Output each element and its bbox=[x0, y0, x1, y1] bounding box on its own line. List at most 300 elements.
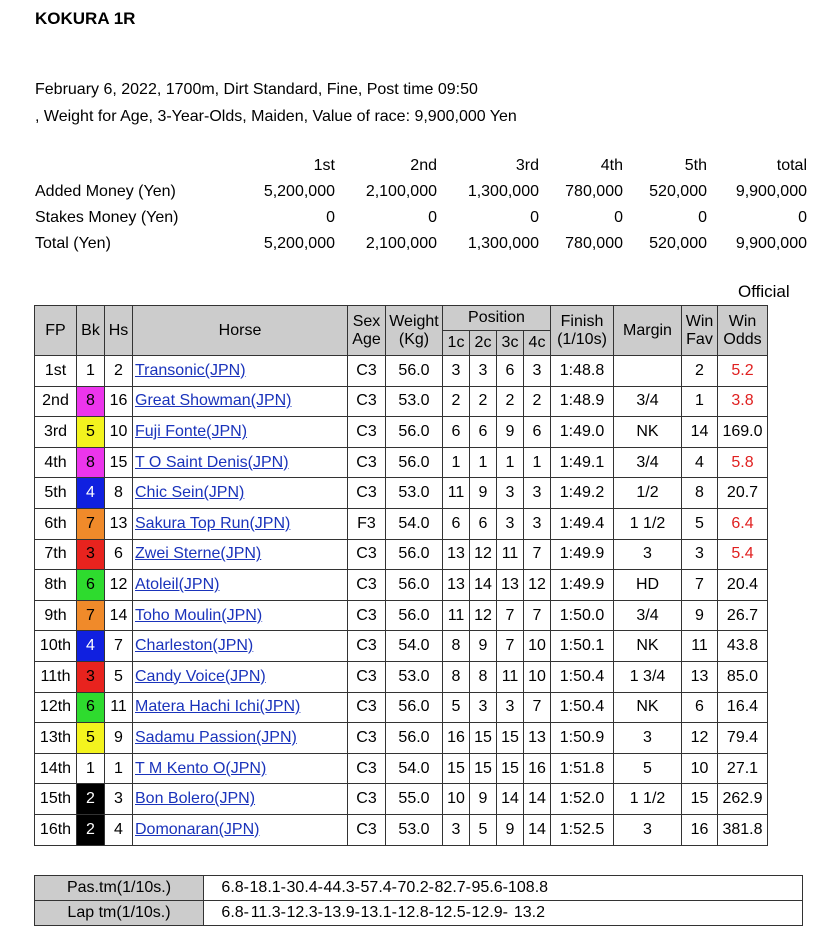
margin: 1 3/4 bbox=[614, 661, 682, 692]
sex-age: C3 bbox=[348, 631, 386, 662]
corner-position-c1: 3 bbox=[443, 356, 470, 387]
corner-position-c3: 14 bbox=[497, 784, 524, 815]
margin: HD bbox=[614, 570, 682, 601]
table-row bbox=[35, 447, 768, 478]
money-value: 0 bbox=[326, 209, 335, 226]
corner-position-c4: 10 bbox=[524, 661, 551, 692]
corner-position-c2: 5 bbox=[470, 814, 497, 845]
lap-time-value: 12.8- bbox=[397, 904, 434, 921]
finish-time: 1:49.9 bbox=[551, 539, 614, 570]
pas-time-value: 18.1- bbox=[249, 879, 286, 896]
horse-link[interactable]: Transonic(JPN) bbox=[135, 361, 246, 379]
margin: 3 bbox=[614, 814, 682, 845]
table-row bbox=[35, 570, 768, 601]
finish-time: 1:49.0 bbox=[551, 417, 614, 448]
bracket-number: 4 bbox=[77, 478, 105, 509]
win-odds: 20.4 bbox=[718, 570, 768, 601]
horse-cell bbox=[133, 631, 348, 662]
header-4c: 4c bbox=[524, 331, 551, 356]
horse-link[interactable]: Sadamu Passion(JPN) bbox=[135, 728, 297, 746]
win-favorite: 7 bbox=[682, 570, 718, 601]
corner-position-c4: 14 bbox=[524, 814, 551, 845]
table-row bbox=[35, 723, 768, 754]
horse-cell bbox=[133, 539, 348, 570]
table-row bbox=[35, 784, 768, 815]
corner-position-c3: 15 bbox=[497, 723, 524, 754]
sex-age: F3 bbox=[348, 508, 386, 539]
money-row-label: Total (Yen) bbox=[35, 235, 111, 252]
corner-position-c1: 16 bbox=[443, 723, 470, 754]
corner-position-c2: 3 bbox=[470, 692, 497, 723]
win-odds: 262.9 bbox=[718, 784, 768, 815]
horse-number: 8 bbox=[105, 478, 133, 509]
win-odds: 6.4 bbox=[718, 508, 768, 539]
finish-time: 1:52.0 bbox=[551, 784, 614, 815]
money-header-cell: 5th bbox=[684, 157, 707, 174]
win-favorite: 1 bbox=[682, 386, 718, 417]
win-favorite: 13 bbox=[682, 661, 718, 692]
lap-time-values bbox=[204, 901, 803, 926]
horse-cell bbox=[133, 600, 348, 631]
table-row bbox=[35, 386, 768, 417]
table-row bbox=[35, 478, 768, 509]
money-value: 520,000 bbox=[649, 235, 707, 252]
money-value: 0 bbox=[614, 209, 623, 226]
corner-position-c3: 9 bbox=[497, 814, 524, 845]
time-table bbox=[34, 875, 803, 926]
finish-time: 1:49.1 bbox=[551, 447, 614, 478]
corner-position-c1: 5 bbox=[443, 692, 470, 723]
weight: 54.0 bbox=[386, 631, 443, 662]
win-odds: 79.4 bbox=[718, 723, 768, 754]
corner-position-c3: 9 bbox=[497, 417, 524, 448]
bracket-number: 2 bbox=[77, 814, 105, 845]
finish-time: 1:48.8 bbox=[551, 356, 614, 387]
table-row bbox=[35, 661, 768, 692]
win-favorite: 4 bbox=[682, 447, 718, 478]
win-odds: 85.0 bbox=[718, 661, 768, 692]
sex-age: C3 bbox=[348, 723, 386, 754]
table-row bbox=[35, 356, 768, 387]
bracket-number: 8 bbox=[77, 386, 105, 417]
race-info-line-1: February 6, 2022, 1700m, Dirt Standard, Fine, Post time 09:50 bbox=[35, 81, 478, 98]
money-value: 0 bbox=[530, 209, 539, 226]
win-favorite: 14 bbox=[682, 417, 718, 448]
header-3c: 3c bbox=[497, 331, 524, 356]
lap-time-value: 12.9- bbox=[471, 904, 508, 921]
corner-position-c1: 6 bbox=[443, 508, 470, 539]
bracket-number: 5 bbox=[77, 723, 105, 754]
win-favorite: 2 bbox=[682, 356, 718, 387]
margin: 3/4 bbox=[614, 600, 682, 631]
corner-position-c1: 8 bbox=[443, 631, 470, 662]
finish-position: 9th bbox=[35, 600, 77, 631]
win-odds: 26.7 bbox=[718, 600, 768, 631]
corner-position-c2: 14 bbox=[470, 570, 497, 601]
bracket-number: 1 bbox=[77, 753, 105, 784]
margin: 1 1/2 bbox=[614, 508, 682, 539]
win-odds: 5.2 bbox=[718, 356, 768, 387]
horse-link[interactable]: Toho Moulin(JPN) bbox=[135, 606, 263, 624]
corner-position-c2: 1 bbox=[470, 447, 497, 478]
horse-link[interactable]: Bon Bolero(JPN) bbox=[135, 790, 256, 808]
corner-position-c2: 15 bbox=[470, 723, 497, 754]
horse-link[interactable]: Charleston(JPN) bbox=[135, 637, 254, 655]
bracket-number: 5 bbox=[77, 417, 105, 448]
sex-age: C3 bbox=[348, 570, 386, 601]
win-odds: 169.0 bbox=[718, 417, 768, 448]
sex-age: C3 bbox=[348, 539, 386, 570]
horse-cell bbox=[133, 814, 348, 845]
horse-link[interactable]: Fuji Fonte(JPN) bbox=[135, 422, 248, 440]
finish-time: 1:49.9 bbox=[551, 570, 614, 601]
finish-position: 1st bbox=[35, 356, 77, 387]
finish-time: 1:50.9 bbox=[551, 723, 614, 754]
money-row bbox=[30, 231, 812, 257]
horse-cell bbox=[133, 447, 348, 478]
weight: 54.0 bbox=[386, 508, 443, 539]
finish-time: 1:49.4 bbox=[551, 508, 614, 539]
horse-number: 14 bbox=[105, 600, 133, 631]
corner-position-c2: 3 bbox=[470, 356, 497, 387]
money-header-cell: 2nd bbox=[410, 157, 437, 174]
horse-cell bbox=[133, 570, 348, 601]
corner-position-c1: 8 bbox=[443, 661, 470, 692]
corner-position-c4: 2 bbox=[524, 386, 551, 417]
horse-cell bbox=[133, 386, 348, 417]
official-label: Official bbox=[738, 282, 790, 301]
money-value: 9,900,000 bbox=[735, 183, 807, 200]
header-bk: Bk bbox=[77, 306, 105, 356]
finish-time: 1:50.4 bbox=[551, 692, 614, 723]
table-row bbox=[35, 692, 768, 723]
header-win-odds: Win Odds bbox=[718, 306, 768, 356]
horse-number: 1 bbox=[105, 753, 133, 784]
margin bbox=[614, 356, 682, 387]
horse-number: 9 bbox=[105, 723, 133, 754]
weight: 56.0 bbox=[386, 570, 443, 601]
corner-position-c4: 10 bbox=[524, 631, 551, 662]
weight: 56.0 bbox=[386, 692, 443, 723]
horse-number: 11 bbox=[105, 692, 133, 723]
corner-position-c2: 6 bbox=[470, 417, 497, 448]
corner-position-c3: 11 bbox=[497, 539, 524, 570]
horse-link[interactable]: Sakura Top Run(JPN) bbox=[135, 514, 291, 532]
margin: 5 bbox=[614, 753, 682, 784]
corner-position-c1: 1 bbox=[443, 447, 470, 478]
horse-number: 13 bbox=[105, 508, 133, 539]
corner-position-c1: 6 bbox=[443, 417, 470, 448]
corner-position-c3: 3 bbox=[497, 692, 524, 723]
finish-position: 16th bbox=[35, 814, 77, 845]
money-value: 0 bbox=[428, 209, 437, 226]
horse-number: 15 bbox=[105, 447, 133, 478]
win-odds: 5.8 bbox=[718, 447, 768, 478]
pas-time-value: 70.2- bbox=[397, 879, 434, 896]
finish-position: 7th bbox=[35, 539, 77, 570]
pas-time-label: Pas.tm(1/10s.) bbox=[35, 876, 204, 901]
race-title: KOKURA 1R bbox=[35, 9, 136, 28]
sex-age: C3 bbox=[348, 661, 386, 692]
corner-position-c2: 2 bbox=[470, 386, 497, 417]
weight: 56.0 bbox=[386, 600, 443, 631]
money-header-cell: total bbox=[776, 157, 807, 174]
win-odds: 20.7 bbox=[718, 478, 768, 509]
horse-link[interactable]: Domonaran(JPN) bbox=[135, 820, 260, 838]
pas-time-values bbox=[204, 876, 803, 901]
money-value: 9,900,000 bbox=[735, 235, 807, 252]
sex-age: C3 bbox=[348, 753, 386, 784]
corner-position-c1: 13 bbox=[443, 539, 470, 570]
margin: 3/4 bbox=[614, 447, 682, 478]
corner-position-c2: 8 bbox=[470, 661, 497, 692]
pas-time-value: 30.4- bbox=[286, 879, 323, 896]
money-value: 5,200,000 bbox=[263, 183, 335, 200]
weight: 53.0 bbox=[386, 661, 443, 692]
lap-time-value: 13.9- bbox=[323, 904, 360, 921]
lap-time-label: Lap tm(1/10s.) bbox=[35, 901, 204, 926]
win-favorite: 9 bbox=[682, 600, 718, 631]
horse-number: 16 bbox=[105, 386, 133, 417]
finish-position: 5th bbox=[35, 478, 77, 509]
horse-number: 10 bbox=[105, 417, 133, 448]
corner-position-c3: 15 bbox=[497, 753, 524, 784]
horse-link[interactable]: T M Kento O(JPN) bbox=[135, 759, 267, 777]
win-favorite: 16 bbox=[682, 814, 718, 845]
corner-position-c1: 11 bbox=[443, 600, 470, 631]
horse-link[interactable]: Matera Hachi Ichi(JPN) bbox=[135, 698, 301, 716]
bracket-number: 1 bbox=[77, 356, 105, 387]
header-fp: FP bbox=[35, 306, 77, 356]
money-header-cell: 4th bbox=[600, 157, 623, 174]
sex-age: C3 bbox=[348, 814, 386, 845]
finish-time: 1:50.4 bbox=[551, 661, 614, 692]
win-favorite: 3 bbox=[682, 539, 718, 570]
corner-position-c1: 11 bbox=[443, 478, 470, 509]
corner-position-c3: 13 bbox=[497, 570, 524, 601]
sex-age: C3 bbox=[348, 784, 386, 815]
finish-position: 10th bbox=[35, 631, 77, 662]
corner-position-c1: 15 bbox=[443, 753, 470, 784]
bracket-number: 3 bbox=[77, 661, 105, 692]
finish-position: 12th bbox=[35, 692, 77, 723]
money-value: 2,100,000 bbox=[365, 183, 437, 200]
pas-time-value: 95.6- bbox=[471, 879, 508, 896]
horse-number: 5 bbox=[105, 661, 133, 692]
win-odds: 381.8 bbox=[718, 814, 768, 845]
margin: NK bbox=[614, 692, 682, 723]
bracket-number: 6 bbox=[77, 692, 105, 723]
sex-age: C3 bbox=[348, 692, 386, 723]
bracket-number: 2 bbox=[77, 784, 105, 815]
finish-position: 3rd bbox=[35, 417, 77, 448]
corner-position-c2: 6 bbox=[470, 508, 497, 539]
finish-position: 6th bbox=[35, 508, 77, 539]
weight: 56.0 bbox=[386, 447, 443, 478]
money-value: 780,000 bbox=[565, 183, 623, 200]
bracket-number: 7 bbox=[77, 508, 105, 539]
bracket-number: 4 bbox=[77, 631, 105, 662]
win-odds: 16.4 bbox=[718, 692, 768, 723]
finish-time: 1:50.0 bbox=[551, 600, 614, 631]
money-header-row bbox=[30, 153, 812, 179]
weight: 55.0 bbox=[386, 784, 443, 815]
header-sex-age: Sex Age bbox=[348, 306, 386, 356]
win-favorite: 11 bbox=[682, 631, 718, 662]
money-value: 2,100,000 bbox=[365, 235, 437, 252]
corner-position-c3: 6 bbox=[497, 356, 524, 387]
corner-position-c2: 9 bbox=[470, 631, 497, 662]
lap-time-value: 12.3- bbox=[286, 904, 323, 921]
finish-time: 1:51.8 bbox=[551, 753, 614, 784]
horse-number: 3 bbox=[105, 784, 133, 815]
lap-time-value: 12.5- bbox=[434, 904, 471, 921]
horse-cell bbox=[133, 784, 348, 815]
finish-time: 1:49.2 bbox=[551, 478, 614, 509]
weight: 56.0 bbox=[386, 539, 443, 570]
corner-position-c3: 2 bbox=[497, 386, 524, 417]
bracket-number: 3 bbox=[77, 539, 105, 570]
lap-time-value: 6.8- bbox=[221, 904, 249, 921]
header-1c: 1c bbox=[443, 331, 470, 356]
results-table bbox=[34, 305, 768, 846]
horse-number: 4 bbox=[105, 814, 133, 845]
corner-position-c4: 1 bbox=[524, 447, 551, 478]
horse-link[interactable]: Atoleil(JPN) bbox=[135, 575, 220, 593]
table-row bbox=[35, 417, 768, 448]
corner-position-c4: 6 bbox=[524, 417, 551, 448]
corner-position-c1: 13 bbox=[443, 570, 470, 601]
pas-time-value: 57.4- bbox=[360, 879, 397, 896]
bracket-number: 6 bbox=[77, 570, 105, 601]
finish-position: 15th bbox=[35, 784, 77, 815]
corner-position-c3: 7 bbox=[497, 600, 524, 631]
header-win-fav: Win Fav bbox=[682, 306, 718, 356]
horse-cell bbox=[133, 753, 348, 784]
horse-cell bbox=[133, 692, 348, 723]
corner-position-c3: 3 bbox=[497, 478, 524, 509]
sex-age: C3 bbox=[348, 386, 386, 417]
corner-position-c4: 3 bbox=[524, 356, 551, 387]
sex-age: C3 bbox=[348, 447, 386, 478]
finish-position: 13th bbox=[35, 723, 77, 754]
corner-position-c1: 10 bbox=[443, 784, 470, 815]
horse-cell bbox=[133, 723, 348, 754]
lap-time-value: 13.1- bbox=[360, 904, 397, 921]
corner-position-c4: 7 bbox=[524, 600, 551, 631]
table-row bbox=[35, 631, 768, 662]
margin: NK bbox=[614, 631, 682, 662]
win-odds: 5.4 bbox=[718, 539, 768, 570]
horse-cell bbox=[133, 478, 348, 509]
margin: 1/2 bbox=[614, 478, 682, 509]
horse-link[interactable]: Zwei Sterne(JPN) bbox=[135, 545, 262, 563]
header-margin: Margin bbox=[614, 306, 682, 356]
horse-number: 12 bbox=[105, 570, 133, 601]
corner-position-c1: 2 bbox=[443, 386, 470, 417]
weight: 56.0 bbox=[386, 417, 443, 448]
weight: 53.0 bbox=[386, 478, 443, 509]
finish-position: 2nd bbox=[35, 386, 77, 417]
finish-time: 1:48.9 bbox=[551, 386, 614, 417]
corner-position-c4: 14 bbox=[524, 784, 551, 815]
bracket-number: 7 bbox=[77, 600, 105, 631]
corner-position-c3: 7 bbox=[497, 631, 524, 662]
corner-position-c2: 12 bbox=[470, 600, 497, 631]
corner-position-c4: 3 bbox=[524, 508, 551, 539]
weight: 56.0 bbox=[386, 723, 443, 754]
corner-position-c2: 9 bbox=[470, 784, 497, 815]
finish-position: 4th bbox=[35, 447, 77, 478]
margin: 1 1/2 bbox=[614, 784, 682, 815]
money-value: 520,000 bbox=[649, 183, 707, 200]
money-value: 780,000 bbox=[565, 235, 623, 252]
money-value: 1,300,000 bbox=[467, 235, 539, 252]
header-2c: 2c bbox=[470, 331, 497, 356]
money-value: 0 bbox=[798, 209, 807, 226]
margin: 3 bbox=[614, 539, 682, 570]
sex-age: C3 bbox=[348, 600, 386, 631]
horse-number: 2 bbox=[105, 356, 133, 387]
win-favorite: 8 bbox=[682, 478, 718, 509]
horse-link[interactable]: Great Showman(JPN) bbox=[135, 392, 292, 410]
header-position: Position bbox=[443, 306, 551, 331]
horse-number: 6 bbox=[105, 539, 133, 570]
horse-cell bbox=[133, 417, 348, 448]
horse-link[interactable]: T O Saint Denis(JPN) bbox=[135, 453, 289, 471]
corner-position-c3: 11 bbox=[497, 661, 524, 692]
pas-time-value: 44.3- bbox=[323, 879, 360, 896]
win-favorite: 10 bbox=[682, 753, 718, 784]
sex-age: C3 bbox=[348, 478, 386, 509]
win-odds: 43.8 bbox=[718, 631, 768, 662]
race-info-line-2: , Weight for Age, 3-Year-Olds, Maiden, Value of race: 9,900,000 Yen bbox=[35, 108, 517, 125]
pas-time-value: 108.8 bbox=[508, 879, 549, 896]
win-favorite: 12 bbox=[682, 723, 718, 754]
bracket-number: 8 bbox=[77, 447, 105, 478]
header-hs: Hs bbox=[105, 306, 133, 356]
lap-time-value: 11.3- bbox=[250, 904, 286, 921]
money-row-label: Stakes Money (Yen) bbox=[35, 209, 179, 226]
horse-link[interactable]: Chic Sein(JPN) bbox=[135, 484, 245, 502]
corner-position-c4: 12 bbox=[524, 570, 551, 601]
horse-cell bbox=[133, 661, 348, 692]
money-row-label: Added Money (Yen) bbox=[35, 183, 176, 200]
sex-age: C3 bbox=[348, 417, 386, 448]
money-corner bbox=[30, 153, 235, 179]
prize-money-table bbox=[30, 153, 812, 257]
weight: 53.0 bbox=[386, 386, 443, 417]
table-row bbox=[35, 814, 768, 845]
corner-position-c4: 7 bbox=[524, 539, 551, 570]
pas-time-value: 6.8- bbox=[221, 879, 249, 896]
money-row bbox=[30, 179, 812, 205]
horse-link[interactable]: Candy Voice(JPN) bbox=[135, 667, 266, 685]
finish-position: 11th bbox=[35, 661, 77, 692]
money-value: 0 bbox=[698, 209, 707, 226]
finish-time: 1:50.1 bbox=[551, 631, 614, 662]
lap-time-value: 13.2 bbox=[513, 904, 545, 921]
horse-number: 7 bbox=[105, 631, 133, 662]
corner-position-c3: 1 bbox=[497, 447, 524, 478]
win-favorite: 15 bbox=[682, 784, 718, 815]
win-odds: 27.1 bbox=[718, 753, 768, 784]
sex-age: C3 bbox=[348, 356, 386, 387]
corner-position-c2: 9 bbox=[470, 478, 497, 509]
corner-position-c4: 7 bbox=[524, 692, 551, 723]
horse-cell bbox=[133, 356, 348, 387]
finish-position: 14th bbox=[35, 753, 77, 784]
